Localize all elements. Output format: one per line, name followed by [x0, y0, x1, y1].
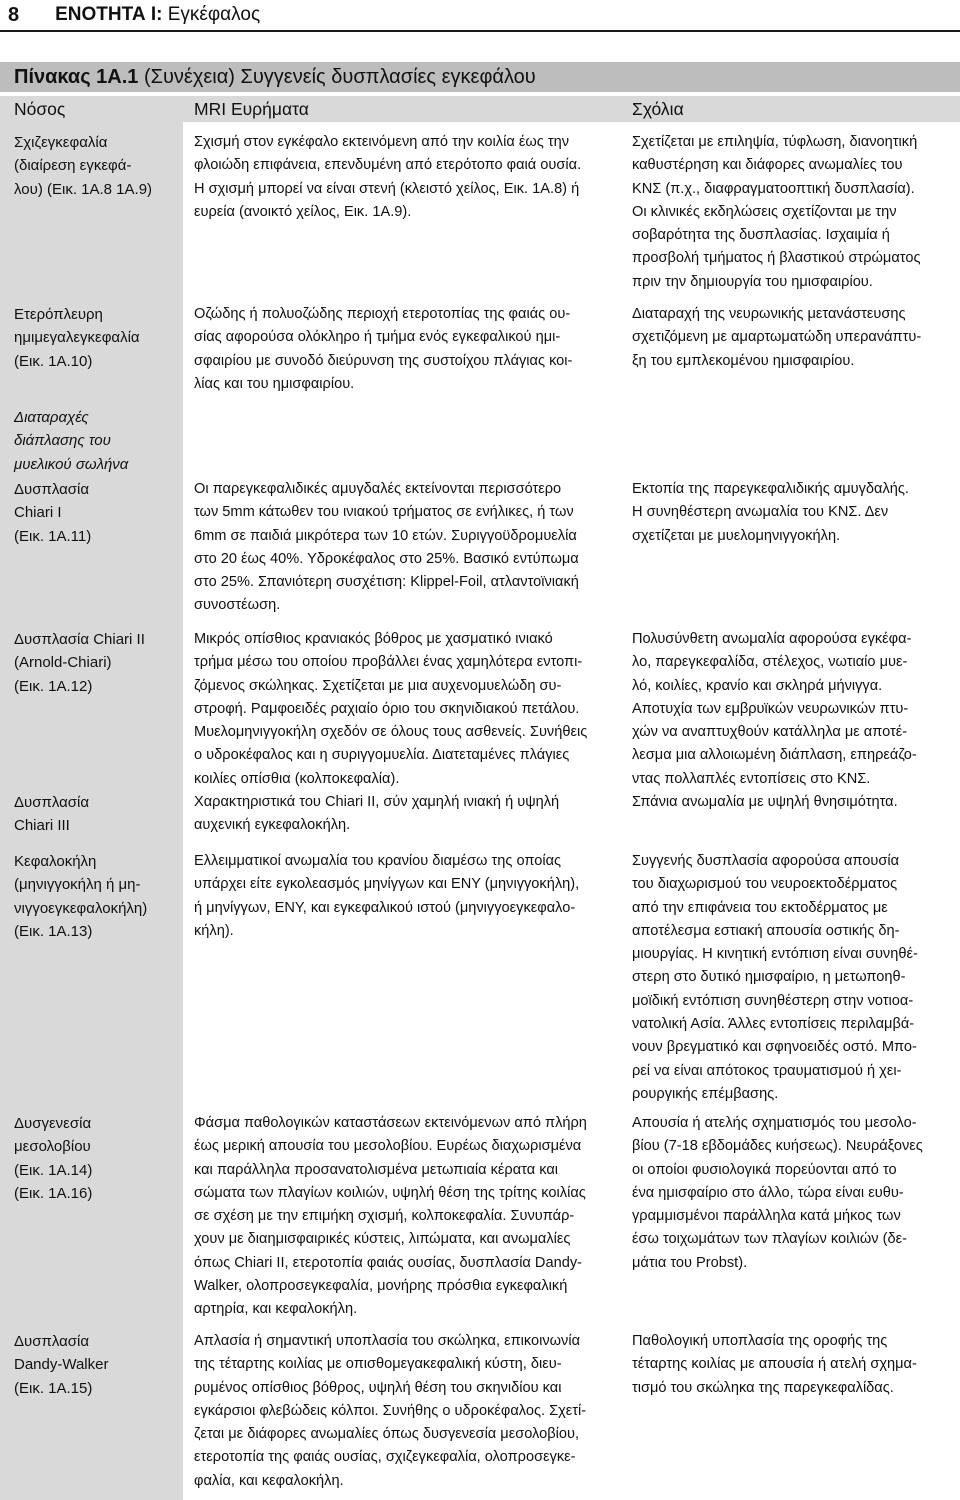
table-caption-text: (Συνέχεια) Συγγενείς δυσπλασίες εγκεφάλου [143, 66, 536, 88]
row-hemimegalencephaly-mri: Οζώδης ή πολυοζώδης περιοχή ετεροτοπίας της φαιάς ου- σίας αφορούσα ολόκληρο ή τμήμα ενός εγκεφαλικού ημι- σφαιρίου με συνοδό διεύρυνση της συστοίχου πλάγιας κοι- λίας και του ημισφαιρίου. [194, 306, 573, 392]
row-chiari-2-disease: Δυσπλασία Chiari II (Arnold-Chiari) (Εικ. 1Α.12) [14, 631, 145, 695]
row-hemimegalencephaly-disease: Ετερόπλευρη ημιμεγαλεγκεφαλία (Εικ. 1Α.10) [14, 306, 140, 370]
table-caption [0, 62, 960, 92]
table-column-headers [0, 96, 960, 122]
row-hemimegalencephaly-notes: Διαταραχή της νευρωνικής μετανάστευσης σχετιζόμενη με αμαρτωματώδη υπερανάπτυ- ξη του εμπλεκομένου ημισφαιρίου. [632, 306, 922, 369]
row-chiari-3-notes: Σπάνια ανωμαλία με υψηλή θνησιμότητα. [632, 794, 898, 810]
row-callosal-dysgenesis-disease: Δυσγενεσία μεσολοβίου (Εικ. 1Α.14) (Εικ. 1Α.16) [14, 1115, 93, 1202]
row-chiari-1-notes: Εκτοπία της παρεγκεφαλιδικής αμυγδαλής. Η συνηθέστερη ανωμαλία του ΚΝΣ. Δεν σχετίζεται με μυελομηνιγγοκήλη. [632, 481, 909, 544]
page-header [0, 0, 960, 32]
row-chiari-1-mri: Οι παρεγκεφαλιδικές αμυγδαλές εκτείνονται περισσότερο των 5mm κάτωθεν του ινιακού τρήματος σε ενήλικες, ή των 6mm σε παιδιά μικρότερα των 10 ετών. Συριγγοϋδρομυελία στο 20 έως 40%. Υδροκέφαλος στο 25%. Βασικό εντύπωμα στο 25%. Σπανιότερη συσχέτιση: Klippel-Foil, ατλαντοϊνιακή συνοστέωση. [194, 481, 579, 614]
row-chiari-2-mri: Μικρός οπίσθιος κρανιακός βόθρος με χασματικό ινιακό τρήμα μέσω του οποίου προβάλλει ένας χαμηλότερα εντοπι- ζόμενος σκώληκας. Σχετίζεται με μια αυχενομυελώδη συ- στροφή. Ραμφοειδές ραχιαίο όριο του σκηνιδιακού πετάλου. Μυελομηνιγγοκήλη σχεδόν σε όλους τους ασθενείς. Συνήθεις ο υδροκέφαλος και η συριγγομυελία. Διατεταμένες πλάγιες κοιλίες οπίσθια (κολποκεφαλία). [194, 631, 588, 787]
row-schizencephaly-notes: Σχετίζεται με επιληψία, τύφλωση, διανοητική καθυστέρηση και διάφορες ανωμαλίες του ΚΝΣ (π.χ., διαφραγματοοπτική δυσπλασία). Οι κλινικές εκδηλώσεις σχετίζονται με την σοβαρότητα της δυσπλασίας. Ισχαιμία ή προσβολή τμήματος ή βλαστικού στρώματος πριν την δημιουργία του ημισφαιρίου. [632, 134, 921, 290]
table-caption-label: Πίνακας 1Α.1 [14, 66, 139, 88]
section-title [55, 4, 260, 26]
section-label: ΕΝΟΤΗΤΑ Ι: [55, 4, 163, 25]
column-header-disease: Νόσος [14, 99, 66, 119]
row-chiari-3-disease: Δυσπλασία Chiari III [14, 794, 90, 835]
row-schizencephaly-disease: Σχιζεγκεφαλία (διαίρεση εγκεφά- λου) (Εικ. 1Α.8 1Α.9) [14, 134, 153, 198]
row-dandy-walker-notes: Παθολογική υποπλασία της οροφής της τέταρτης κοιλίας με απουσία ή ατελή σχημα- τισμό του σκώληκα της παρεγκεφαλίδας. [632, 1333, 917, 1396]
row-cephalocele-disease: Κεφαλοκήλη (μηνιγγοκήλη ή μη- νιγγοεγκεφαλοκήλη) (Εικ. 1Α.13) [14, 853, 148, 940]
subheading-neural-tube: Διαταραχές διάπλασης του μυελικού σωλήνα [14, 409, 129, 473]
row-dandy-walker-disease: Δυσπλασία Dandy-Walker (Εικ. 1Α.15) [14, 1333, 109, 1397]
row-schizencephaly-mri: Σχισμή στον εγκέφαλο εκτεινόμενη από την κοιλία έως την φλοιώδη επιφάνεια, επενδυμένη από ετερότοπο φαιά ουσία. Η σχισμή μπορεί να είναι στενή (κλειστό χείλος, Εικ. 1Α.8) ή ευρεία (ανοικτό χείλος, Εικ. 1Α.9). [194, 134, 582, 220]
row-callosal-dysgenesis-notes: Απουσία ή ατελής σχηματισμός του μεσολο- βίου (7-18 εβδομάδες κυήσεως). Νευράξονες οι οποίοι φυσιολογικά πορεύονται από το ένα ημισφαίριο στο άλλο, τώρα είναι ευθυ- γραμμισμένοι παράλληλα κατά μήκος των έσω τοιχωμάτων των πλαγίων κοιλιών (δε- μάτια του Probst). [632, 1115, 923, 1271]
row-chiari-2-notes: Πολυσύνθετη ανωμαλία αφορούσα εγκέφα- λο, παρεγκεφαλίδα, στέλεχος, νωτιαίο μυε- λό, κοιλίες, κρανίο και σκληρά μήνιγγα. Αποτυχία των εμβρυϊκών νευρωνικών πτυ- χών να αναπτυχθούν κατάλληλα με αποτέ- λεσμα μια αλλοιωμένη διάπλαση, επηρεάζο- ντας πολλαπλές εντοπίσεις στο ΚΝΣ. [632, 631, 917, 787]
row-cephalocele-notes: Συγγενής δυσπλασία αφορούσα απουσία του διαχωρισμού του νευροεκτοδέρματος από την επιφάνεια του εκτοδέρματος με αποτέλεσμα εστιακή απουσία οστικής δη- μιουργίας. Η κινητική εντόπιση είναι συνηθέ- στερη στο δυτικό ημισφαίριο, η μετωποηθ- μοϊδική εντόπιση συνηθέστερη στην νοτιοα- νατολική Ασία. Άλλες εντοπίσεις περιλαμβά- νουν βρεγματικό και σφηνοειδές οστό. Μπο- ρεί να είναι απότοκος τραυματισμού ή χει- ρουργικής επέμβασης. [632, 853, 918, 1102]
section-name: Εγκέφαλος [167, 4, 261, 25]
column-header-mri: MRI Ευρήματα [194, 99, 309, 119]
page-number: 8 [8, 3, 20, 26]
row-chiari-1-disease: Δυσπλασία Chiari I (Εικ. 1Α.11) [14, 481, 92, 545]
row-chiari-3-mri: Χαρακτηριστικά του Chiari II, σύν χαμηλή ινιακή ή υψηλή αυχενική εγκεφαλοκήλη. [194, 794, 560, 834]
column-header-notes: Σχόλια [632, 99, 684, 119]
row-callosal-dysgenesis-mri: Φάσμα παθολογικών καταστάσεων εκτεινόμενων από πλήρη έως μερική απουσία του μεσολοβίου. Ευρέως διαχωρισμένα και παράλληλα προσανατολισμένα μετωπιαία κέρατα και σώματα των πλαγίων κοιλιών, υψηλή θέση της τρίτης κοιλίας σε σχέση με την επιμήκη σχισμή, κολποκεφαλία. Συνυπάρ- χουν με διαημισφαιρικές κύστεις, λιπώματα, και ανωμαλίες όπως Chiari II, ετεροτοπία φαιάς ουσίας, δυσπλασία Dandy- Walker, ολοπροσεγκεφαλία, μονήρης πρόσθια εγκεφαλική αρτηρία, και κεφαλοκήλη. [194, 1115, 587, 1318]
row-cephalocele-mri: Ελλειμματικοί ανωμαλία του κρανίου διαμέσω της οποίας υπάρχει είτε εγκολεασμός μηνίγγων και ΕΝΥ (μηνιγγοκήλη), ή μηνίγγων, ΕΝΥ, και εγκεφαλικού ιστού (μηνιγγοεγκεφαλο- κήλη). [194, 853, 580, 939]
row-dandy-walker-mri: Απλασία ή σημαντική υποπλασία του σκώληκα, επικοινωνία της τέταρτης κοιλίας με οπισθομεγακεφαλική κύστη, διευ- ρυμένος οπίσθιος βόθρος, υψηλή θέση του σκηνιδίου και εγκάρσιοι φλεβώδεις κόλποι. Συνήθης ο υδροκέφαλος. Σχετί- ζεται με διάφορες ανωμαλίες όπως δυσγενεσία μεσολοβίου, ετεροτοπία της φαιάς ουσίας, σχιζεγκεφαλία, ολοπροσεγκε- φαλία, και κεφαλοκήλη. [194, 1333, 587, 1489]
